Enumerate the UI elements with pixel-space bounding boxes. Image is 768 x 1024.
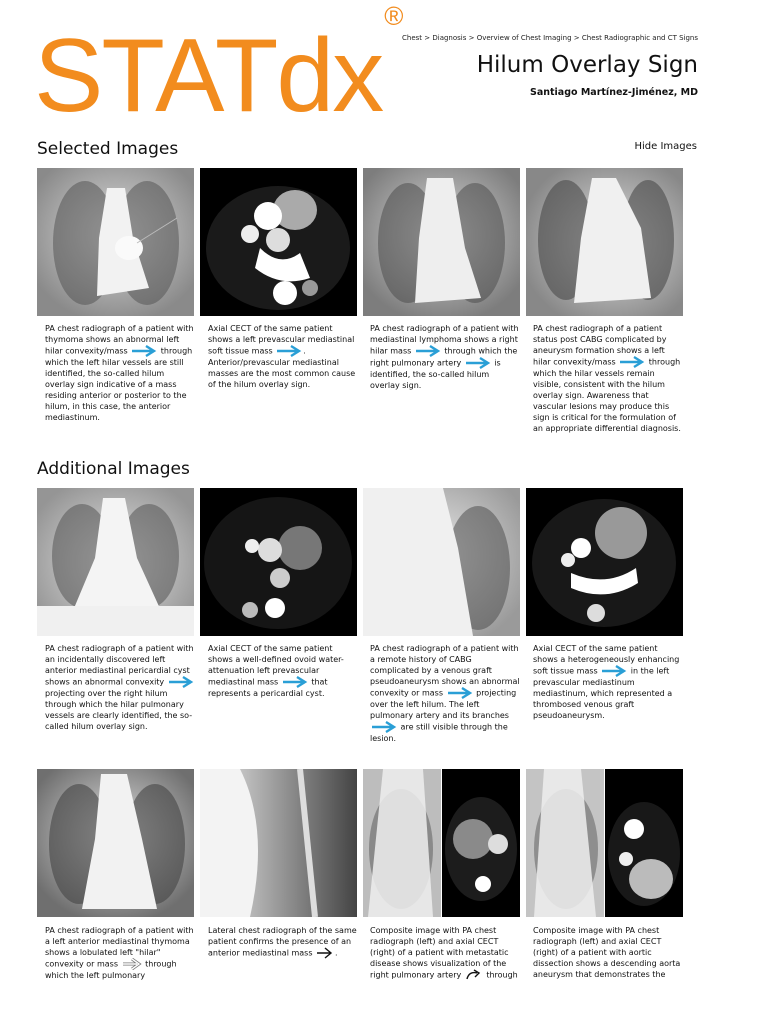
caption-text: that represents a pericardial cyst. xyxy=(208,677,328,698)
caption-text: through xyxy=(486,970,518,980)
curved-arrow-icon xyxy=(465,969,483,981)
composite-image xyxy=(363,769,520,917)
caption-text: projecting over the left hilum. The left pulmonary artery and its branches xyxy=(370,688,517,720)
image-caption xyxy=(45,323,195,423)
statdx-logo xyxy=(34,1,402,134)
axial-ct-image xyxy=(200,168,357,316)
axial-ct-image xyxy=(526,488,683,636)
caption-text: PA chest radiograph of a patient with mediastinal lymphoma shows a right hilar mass xyxy=(370,324,519,356)
image-caption xyxy=(45,643,195,732)
composite-image xyxy=(526,769,683,917)
author: Santiago Martínez-Jiménez, MD xyxy=(529,87,698,98)
blue-arrow-icon xyxy=(131,345,157,357)
image-caption xyxy=(370,925,520,981)
blue-arrow-icon xyxy=(276,345,302,357)
chest-radiograph-image xyxy=(526,168,683,316)
image-thumbnail[interactable] xyxy=(200,769,357,917)
additional-images-heading: Additional Images xyxy=(37,459,190,479)
lateral-radiograph-image xyxy=(200,769,357,917)
image-thumbnail[interactable] xyxy=(363,168,520,316)
image-caption xyxy=(533,925,683,980)
caption-text: Axial CECT of the same patient shows a left prevascular mediastinal soft tissue mass xyxy=(208,324,355,356)
chest-radiograph-image xyxy=(363,488,520,636)
caption-text: PA chest radiograph of a patient status post CABG complicated by aneurysm formation shows a left hilar convexity/mass xyxy=(533,324,667,367)
black-arrow-icon xyxy=(316,947,334,959)
blue-arrow-icon xyxy=(371,721,397,733)
image-thumbnail[interactable] xyxy=(37,488,194,636)
axial-ct-image xyxy=(200,488,357,636)
caption-text: are still visible through the lesion. xyxy=(370,722,508,743)
caption-text: Lateral chest radiograph of the same patient confirms the presence of an anterior mediastinal mass xyxy=(208,926,357,958)
image-thumbnail[interactable] xyxy=(526,168,683,316)
caption-text: Axial CECT of the same patient shows a heterogeneously enhancing soft tissue mass xyxy=(533,644,680,676)
image-caption xyxy=(45,925,195,981)
image-caption xyxy=(208,323,358,390)
image-caption xyxy=(208,925,358,959)
blue-arrow-icon xyxy=(168,676,194,688)
caption-text: through which the hilar vessels remain visible, consistent with the hilum overlay sign. Awareness that vascular lesions may produce this sign is critical for the formulation of an appropriate differential diagnosis. xyxy=(533,357,681,433)
caption-text: Axial CECT of the same patient shows a well-defined ovoid water-attenuation left prevascular mediastinal mass xyxy=(208,644,344,687)
chest-radiograph-image xyxy=(363,168,520,316)
chest-radiograph-image xyxy=(37,769,194,917)
caption-text: Composite image with PA chest radiograph (left) and axial CECT (right) of a patient with metastatic disease shows visualization of the right pulmonary artery xyxy=(370,926,509,980)
breadcrumb[interactable]: Chest > Diagnosis > Overview of Chest Imaging > Chest Radiographic and CT Signs xyxy=(402,34,698,42)
selected-images-heading: Selected Images xyxy=(37,139,179,159)
blue-arrow-icon xyxy=(415,345,441,357)
page-title: Hilum Overlay Sign xyxy=(476,52,698,78)
image-thumbnail[interactable] xyxy=(200,488,357,636)
blue-arrow-icon xyxy=(447,687,473,699)
blue-arrow-icon xyxy=(619,356,645,368)
image-thumbnail[interactable] xyxy=(363,769,520,917)
image-caption xyxy=(533,323,683,434)
caption-text: through which the left pulmonary xyxy=(45,959,177,980)
blue-arrow-icon xyxy=(282,676,308,688)
caption-text: through which the left hilar vessels are still identified, the so-called hilum overlay sign indicative of a mass residing anterior or posterior to the hilum, in this case, the anterior mediastinum. xyxy=(45,346,193,422)
caption-text: PA chest radiograph of a patient with a remote history of CABG complicated by a venous graft pseudoaneurysm shows an abnormal convexity or mass xyxy=(370,644,520,698)
caption-text: through which the right pulmonary artery xyxy=(370,346,518,368)
image-caption xyxy=(370,643,520,744)
image-thumbnail[interactable] xyxy=(363,488,520,636)
caption-text: projecting over the right hilum through which the hilar pulmonary vessels are clearly identified, the so-called hilum overlay sign. xyxy=(45,689,193,731)
image-thumbnail[interactable] xyxy=(37,769,194,917)
image-thumbnail[interactable] xyxy=(200,168,357,316)
white-arrow-icon xyxy=(122,958,142,970)
image-thumbnail[interactable] xyxy=(37,168,194,316)
caption-text: Composite image with PA chest radiograph (left) and axial CECT (right) of a patient with aortic dissection shows a descending aorta aneurysm that demonstrates the xyxy=(533,926,681,979)
blue-arrow-icon xyxy=(465,357,491,369)
image-caption xyxy=(370,323,520,391)
caption-text: PA chest radiograph of a patient with thymoma shows an abnormal left hilar convexity/mass xyxy=(45,324,194,356)
caption-text: PA chest radiograph of a patient with a left anterior mediastinal thymoma shows a lobulated left "hilar" convexity or mass xyxy=(45,926,194,969)
blue-arrow-icon xyxy=(601,665,627,677)
image-thumbnail[interactable] xyxy=(526,488,683,636)
caption-text: is identified, the so-called hilum overlay sign. xyxy=(370,358,501,390)
caption-text: . xyxy=(335,948,338,958)
chest-radiograph-image xyxy=(37,168,194,316)
image-caption xyxy=(533,643,683,721)
hide-images-link[interactable]: Hide Images xyxy=(634,141,697,152)
image-thumbnail[interactable] xyxy=(526,769,683,917)
image-caption xyxy=(208,643,358,699)
caption-text: in the left prevascular mediastinum mediastinum, which represented a thrombosed venous graft pseudoaneurysm. xyxy=(533,666,673,720)
logo-text: STATdx xyxy=(34,18,383,134)
registered-mark: ® xyxy=(384,1,402,32)
chest-radiograph-image xyxy=(37,488,194,636)
caption-text: PA chest radiograph of a patient with an incidentally discovered left anterior mediastinal pericardial cyst shows an abnormal convexity xyxy=(45,644,194,687)
caption-text: . Anterior/prevascular mediastinal masses are the most common cause of the hilum overlay sign. xyxy=(208,346,356,389)
